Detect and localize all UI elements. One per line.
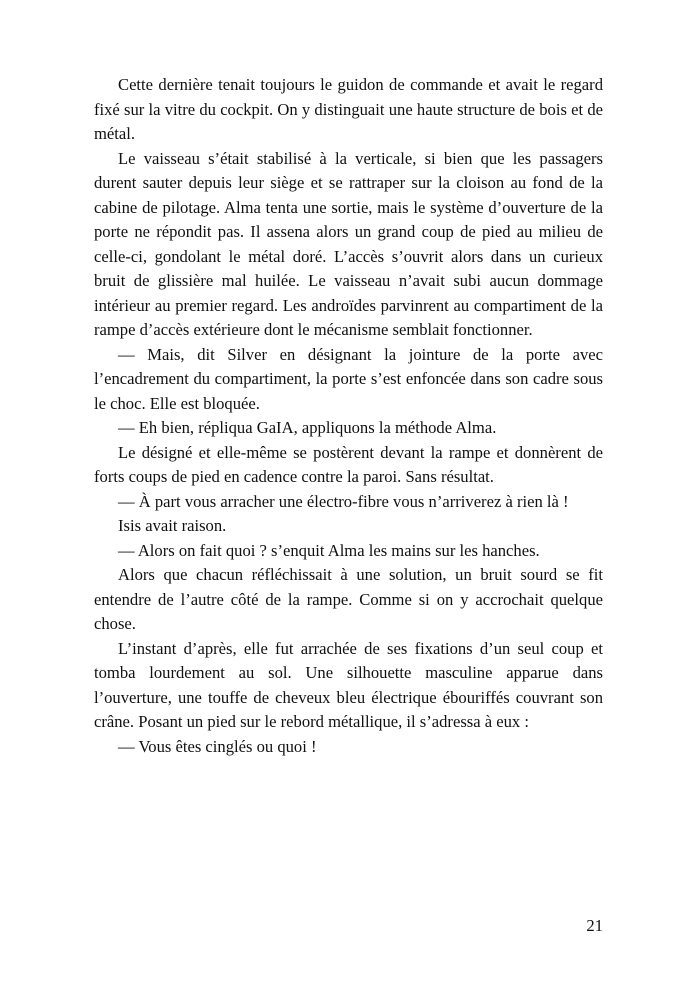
paragraph: Cette dernière tenait toujours le guidon de commande et avait le regard fixé sur la vitre du cockpit. On y distinguait une haute structure de bois et de métal. <box>94 75 603 143</box>
dialogue-paragraph: — Vous êtes cinglés ou quoi ! <box>118 736 317 756</box>
paragraph: L’instant d’après, elle fut arrachée de ses fixations d’un seul coup et tomba lourdement au sol. Une silhouette masculine apparue dans l’ouverture, une touffe de cheveux bleu électrique ébouriffés couvrant son crâne. Posant un pied sur le rebord métallique, il s’adressa à eux : <box>94 638 603 731</box>
dialogue-paragraph: — Alors on fait quoi ? s’enquit Alma les mains sur les hanches. <box>118 540 540 560</box>
paragraph: Isis avait raison. <box>118 516 227 535</box>
dialogue-paragraph: — À part vous arracher une électro-fibre vous n’arriverez à rien là ! <box>118 491 569 511</box>
paragraph: Alors que chacun réfléchissait à une solution, un bruit sourd se fit entendre de l’autre côté de la rampe. Comme si on y accrochait quelque chose. <box>94 565 603 633</box>
dialogue-paragraph: — Eh bien, répliqua GaIA, appliquons la méthode Alma. <box>118 418 497 437</box>
body-text <box>94 73 603 759</box>
dialogue-paragraph: — Mais, dit Silver en désignant la jointure de la porte avec l’encadrement du compartiment, la porte s’est enfoncée dans son cadre sous le choc. Elle est bloquée. <box>94 344 603 413</box>
paragraph: Le vaisseau s’était stabilisé à la verticale, si bien que les passagers durent sauter depuis leur siège et se rattraper sur la cloison au fond de la cabine de pilotage. Alma tenta une sortie, mais le système d’ouverture de la porte ne répondit pas. Il assena alors un grand coup de pied au milieu de celle-ci, gondolant le métal doré. L’accès s’ouvrit alors dans un curieux bruit de glissière mal huilée. Le vaisseau n’avait subi aucun dommage intérieur au premier regard. Les androïdes parvinrent au compartiment de la rampe d’accès extérieure dont le mécanisme semblait fonctionner. <box>94 148 603 339</box>
page-number: 21 <box>586 916 603 935</box>
paragraph: Le désigné et elle-même se postèrent devant la rampe et donnèrent de forts coups de pied en cadence contre la paroi. Sans résultat. <box>94 442 603 486</box>
